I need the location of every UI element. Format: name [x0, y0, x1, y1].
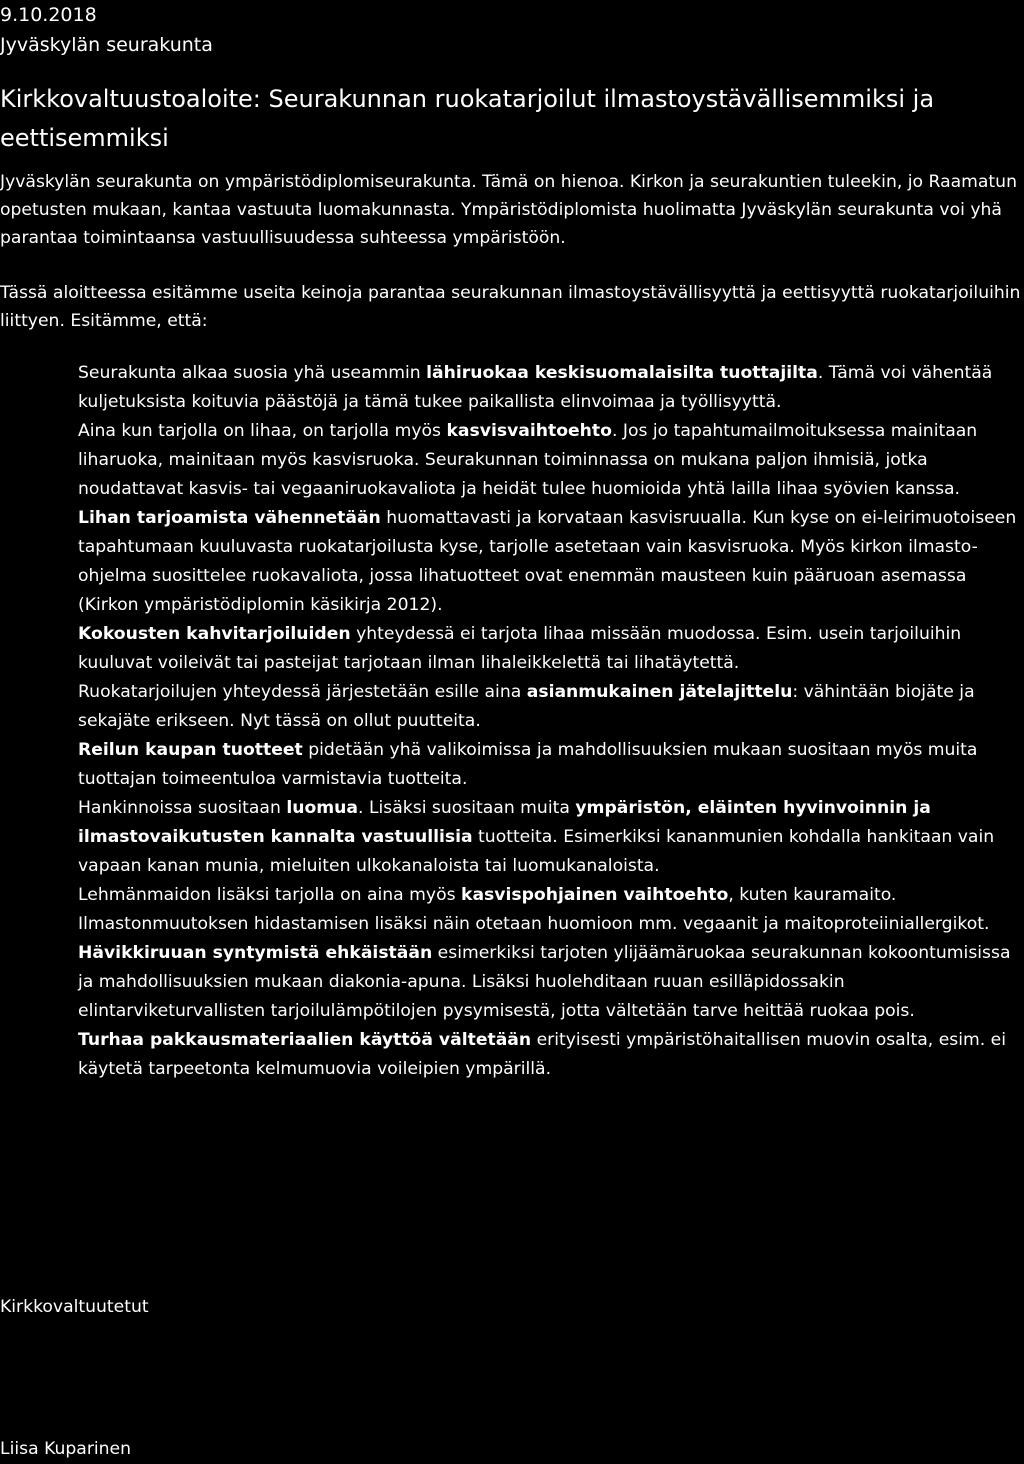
proposal-text: Aina kun tarjolla on lihaa, on tarjolla myös [78, 421, 447, 441]
proposal-highlight: Turhaa pakkausmateriaalien käyttöä vältetään [78, 1030, 532, 1050]
proposal-item [78, 417, 1024, 504]
proposal-highlight: lähiruokaa keskisuomalaisilta tuottajilta [426, 363, 818, 383]
proposal-highlight: Hävikkiruuan syntymistä ehkäistään [78, 943, 433, 963]
proposal-text: Hankinnoissa suositaan [78, 798, 287, 818]
proposal-highlight: asianmukainen jätelajittelu [526, 682, 793, 702]
proposal-highlight: Kokousten kahvitarjoiluiden [78, 624, 351, 644]
intro-paragraph: Jyväskylän seurakunta on ympäristödiplomiseurakunta. Tämä on hienoa. Kirkon ja seurakuntien tuleekin, jo Raamatun opetusten mukaan, kantaa vastuuta luomakunnasta. Ympäristödiplomista huolimatta Jyväskylän seurakunta voi yhä parantaa toimintaansa vastuullisuudessa suhteessa ympäristöön. [0, 172, 1017, 248]
proposal-item [78, 736, 1024, 794]
proposal-item [78, 359, 1024, 417]
proposal-text: Seurakunta alkaa suosia yhä useammin [78, 363, 427, 383]
proposal-list [78, 359, 1024, 1084]
proposal-highlight: ympäristön, eläinten hyvinvoinnin ja ilmastovaikutusten kannalta vastuullisia [78, 798, 931, 847]
proposal-item [78, 1026, 1024, 1084]
proposal-text: yhteydessä ei tarjota lihaa missään muodossa. Esim. usein tarjoiluihin kuuluvat voileivät tai pasteijat tarjotaan ilman lihaleikkelettä tai lihatäytettä. [78, 624, 962, 673]
proposal-item [78, 620, 1024, 678]
proposal-highlight: Lihan tarjoamista vähennetään [78, 508, 381, 528]
proposal-highlight: luomua [286, 798, 359, 818]
document-title: Kirkkovaltuustoaloite: Seurakunnan ruokatarjoilut ilmastoystävällisemmiksi ja eettisemmiksi [0, 85, 935, 152]
proposal-highlight: Reilun kaupan tuotteet [78, 740, 303, 760]
proposal-text: . Tämä voi vähentää kuljetuksista koituvia päästöjä ja tämä tukee paikallista elinvoimaa ja työllisyyttä. [78, 363, 993, 412]
proposal-text: : vähintään biojäte ja sekajäte erikseen. Nyt tässä on ollut puutteita. [78, 682, 975, 731]
proposal-text: erityisesti ympäristöhaitallisen muovin osalta, esim. ei käytetä tarpeetonta kelmumuovia voileipien ympärillä. [78, 1030, 1007, 1079]
proposal-text: . Jos jo tapahtumailmoituksessa mainitaan liharuoka, mainitaan myös kasvisruoka. Seurakunnan toiminnassa on mukana paljon ihmisiä, jotka noudattavat kasvis- tai vegaaniruokavaliota ja heidät tulee huomioida yhtä lailla lihaa syövien kanssa. [78, 421, 978, 499]
proposal-highlight: kasvisvaihtoehto [446, 421, 612, 441]
proposal-text: Ruokatarjoilujen yhteydessä järjestetään esille aina [78, 682, 527, 702]
proposal-item [78, 939, 1024, 1026]
intro-paragraph: Tässä aloitteessa esitämme useita keinoja parantaa seurakunnan ilmastoystävällisyyttä ja eettisyyttä ruokatarjoiluihin liittyen. Esitämme, että: [0, 283, 1021, 331]
proposal-text: huomattavasti ja korvataan kasvisruualla. Kun kyse on ei-leirimuotoiseen tapahtumaan kuuluvasta ruokatarjoilusta kyse, tarjolle asetetaan vain kasvisruoka. Myös kirkon ilmasto-ohjelma suosittelee ruokavaliota, jossa lihatuotteet ovat enemmän mausteen kuin pääruoan asemassa (Kirkon ympäristödiplomin käsikirja 2012). [78, 508, 1017, 615]
proposal-item [78, 678, 1024, 736]
proposal-item [78, 504, 1024, 620]
document-date: 9.10.2018 [0, 4, 97, 26]
proposal-text: , kuten kauramaito. Ilmastonmuutoksen hidastamisen lisäksi näin otetaan huomioon mm. vegaanit ja maitoproteiiniallergikot. [78, 885, 990, 934]
organization-name: Jyväskylän seurakunta [0, 34, 213, 56]
proposal-text: pidetään yhä valikoimissa ja mahdollisuuksien mukaan suositaan myös muita tuottajan toimeentuloa varmistavia tuotteita. [78, 740, 978, 789]
proposal-text: esimerkiksi tarjoten ylijäämäruokaa seurakunnan kokoontumisissa ja mahdollisuuksien mukaan diakonia-apuna. Lisäksi huolehditaan ruuan esilläpidossakin elintarviketurvallisten tarjoilulämpötilojen pysymisestä, jotta vältetään tarve heittää ruokaa pois. [78, 943, 1011, 1021]
proposal-item [78, 881, 1024, 939]
proposal-text: Lehmänmaidon lisäksi tarjolla on aina myös [78, 885, 462, 905]
proposal-item [78, 794, 1024, 881]
proposal-highlight: kasvispohjainen vaihtoehto [461, 885, 729, 905]
proposal-text: tuotteita. Esimerkiksi kananmunien kohdalla hankitaan vain vapaan kanan munia, mieluiten ulkokanaloista tai luomukanaloista. [78, 827, 995, 876]
signature-name: Liisa Kuparinen [0, 1439, 132, 1459]
signature-group: Kirkkovaltuutetut [0, 1297, 149, 1317]
proposal-text: . Lisäksi suositaan muita [358, 798, 576, 818]
